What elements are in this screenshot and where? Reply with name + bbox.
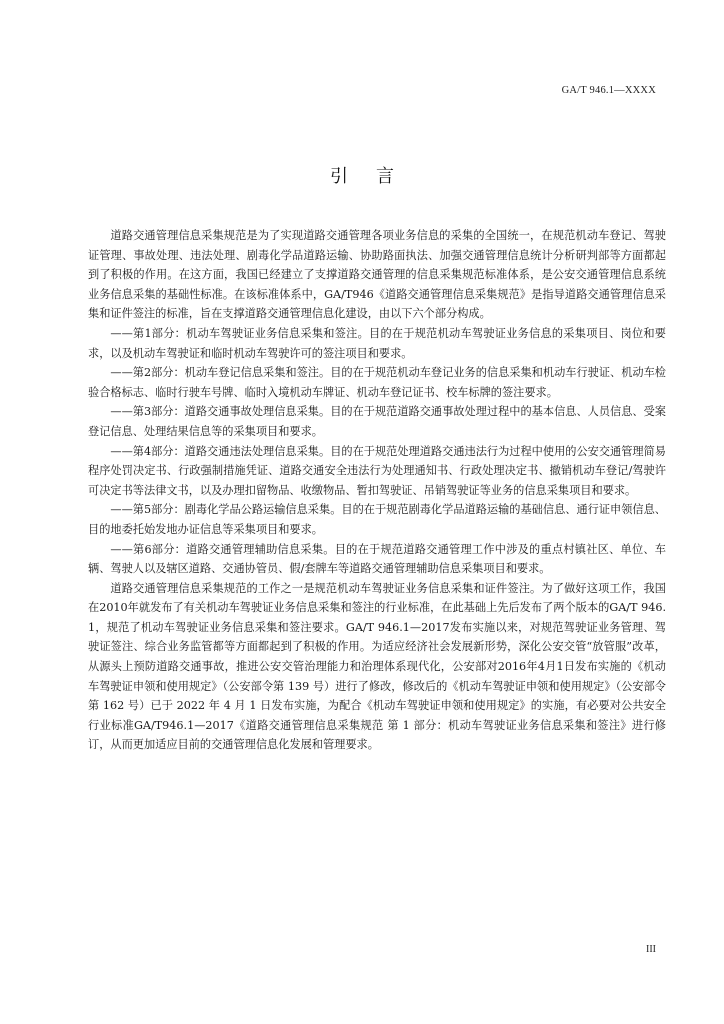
page-title: 引言 [330,166,422,187]
page-number: III [646,944,656,955]
paragraph-part-1: ——第1部分：机动车驾驶证业务信息采集和签注。目的在于规范机动车驾驶证业务信息的采集项目、岗位和要求，以及机动车驾驶证和临时机动车驾驶许可的签注项目和要求。 [88,326,666,360]
paragraph-part-4: ——第4部分：道路交通违法处理信息采集。目的在于规范处理道路交通违法行为过程中使用的公安交通管理简易程序处罚决定书、行政强制措施凭证、道路交通安全违法行为处理通知书、行政处理决定书、撤销机动车登记/驾驶许可决定书等法律文书，以及办理扣留物品、收缴物品、暂扣驾驶证、吊销驾驶证等业务的信息采集项目和要求。 [88,444,666,497]
paragraph-part-3: ——第3部分：道路交通事故处理信息采集。目的在于规范道路交通事故处理过程中的基本信息、人员信息、受案登记信息、处理结果信息等的采集项目和要求。 [88,405,666,438]
paragraph-revision: 道路交通管理信息采集规范的工作之一是规范机动车驾驶证业务信息采集和证件签注。为了做好这项工作，我国在2010年就发布了有关机动车驾驶证业务信息采集和签注的行业标准，在此基础上先后发布了两个版本的GA/T 946.1，规范了机动车驾驶证业务信息采集和签注要求。GA/T 946.1—2017发布实施以来，对规范驾驶证业务管理、驾驶证签注、综合业务监管都等方面都起到了积极的作用。为适应经济社会发展新形势，深化公安交管“放管服”改革，从源头上预防道路交通事故，推进公安交管治理能力和治理体系现代化，公安部对2016年4月1日发布实施的《机动车驾驶证申领和使用规定》（公安部令第 139 号）进行了修改，修改后的《机动车驾驶证申领和使用规定》（公安部令第 162 号）已于 2022 年 4 月 1 日发布实施，为配合《机动车驾驶证申领和使用规定》的实施，有必要对公共安全行业标准GA/T946.1—2017《道路交通管理信息采集规范 第 1 部分：机动车驾驶证业务信息采集和签注》进行修订，从而更加适应目前的交通管理信息化发展和管理要求。 [88,581,666,752]
paragraph-part-6: ——第6部分：道路交通管理辅助信息采集。目的在于规范道路交通管理工作中涉及的重点村镇社区、单位、车辆、驾驶人以及辖区道路、交通协管员、假/套牌车等道路交通管理辅助信息采集项目和要求。 [88,542,666,576]
paragraph-part-5: ——第5部分：剧毒化学品公路运输信息采集。目的在于规范剧毒化学品道路运输的基础信息、通行证申领信息、目的地委托始发地办证信息等采集项目和要求。 [88,503,666,536]
paragraph-intro: 道路交通管理信息采集规范是为了实现道路交通管理各项业务信息的采集的全国统一，在规范机动车登记、驾驶证管理、事故处理、违法处理、剧毒化学品道路运输、协助路面执法、加强交通管理信息统计分析研判部等方面都起到了积极的作用。在这方面，我国已经建立了支撑道路交通管理的信息采集规范标准体系，是公安交通管理信息系统业务信息采集的基础性标准。在该标准体系中，GA/T946《道路交通管理信息采集规范》是指导道路交通管理信息采集和证件签注的标准，旨在支撑道路交通管理信息化建设，由以下六个部分构成。 [88,229,666,321]
paragraph-part-2: ——第2部分：机动车登记信息采集和签注。目的在于规范机动车登记业务的信息采集和机动车行驶证、机动车检验合格标志、临时行驶车号牌、临时入境机动车牌证、机动车登记证书、校车标牌的签注要求。 [88,366,666,399]
standard-code: GA/T 946.1—XXXX [561,85,656,96]
document-body [88,226,666,755]
